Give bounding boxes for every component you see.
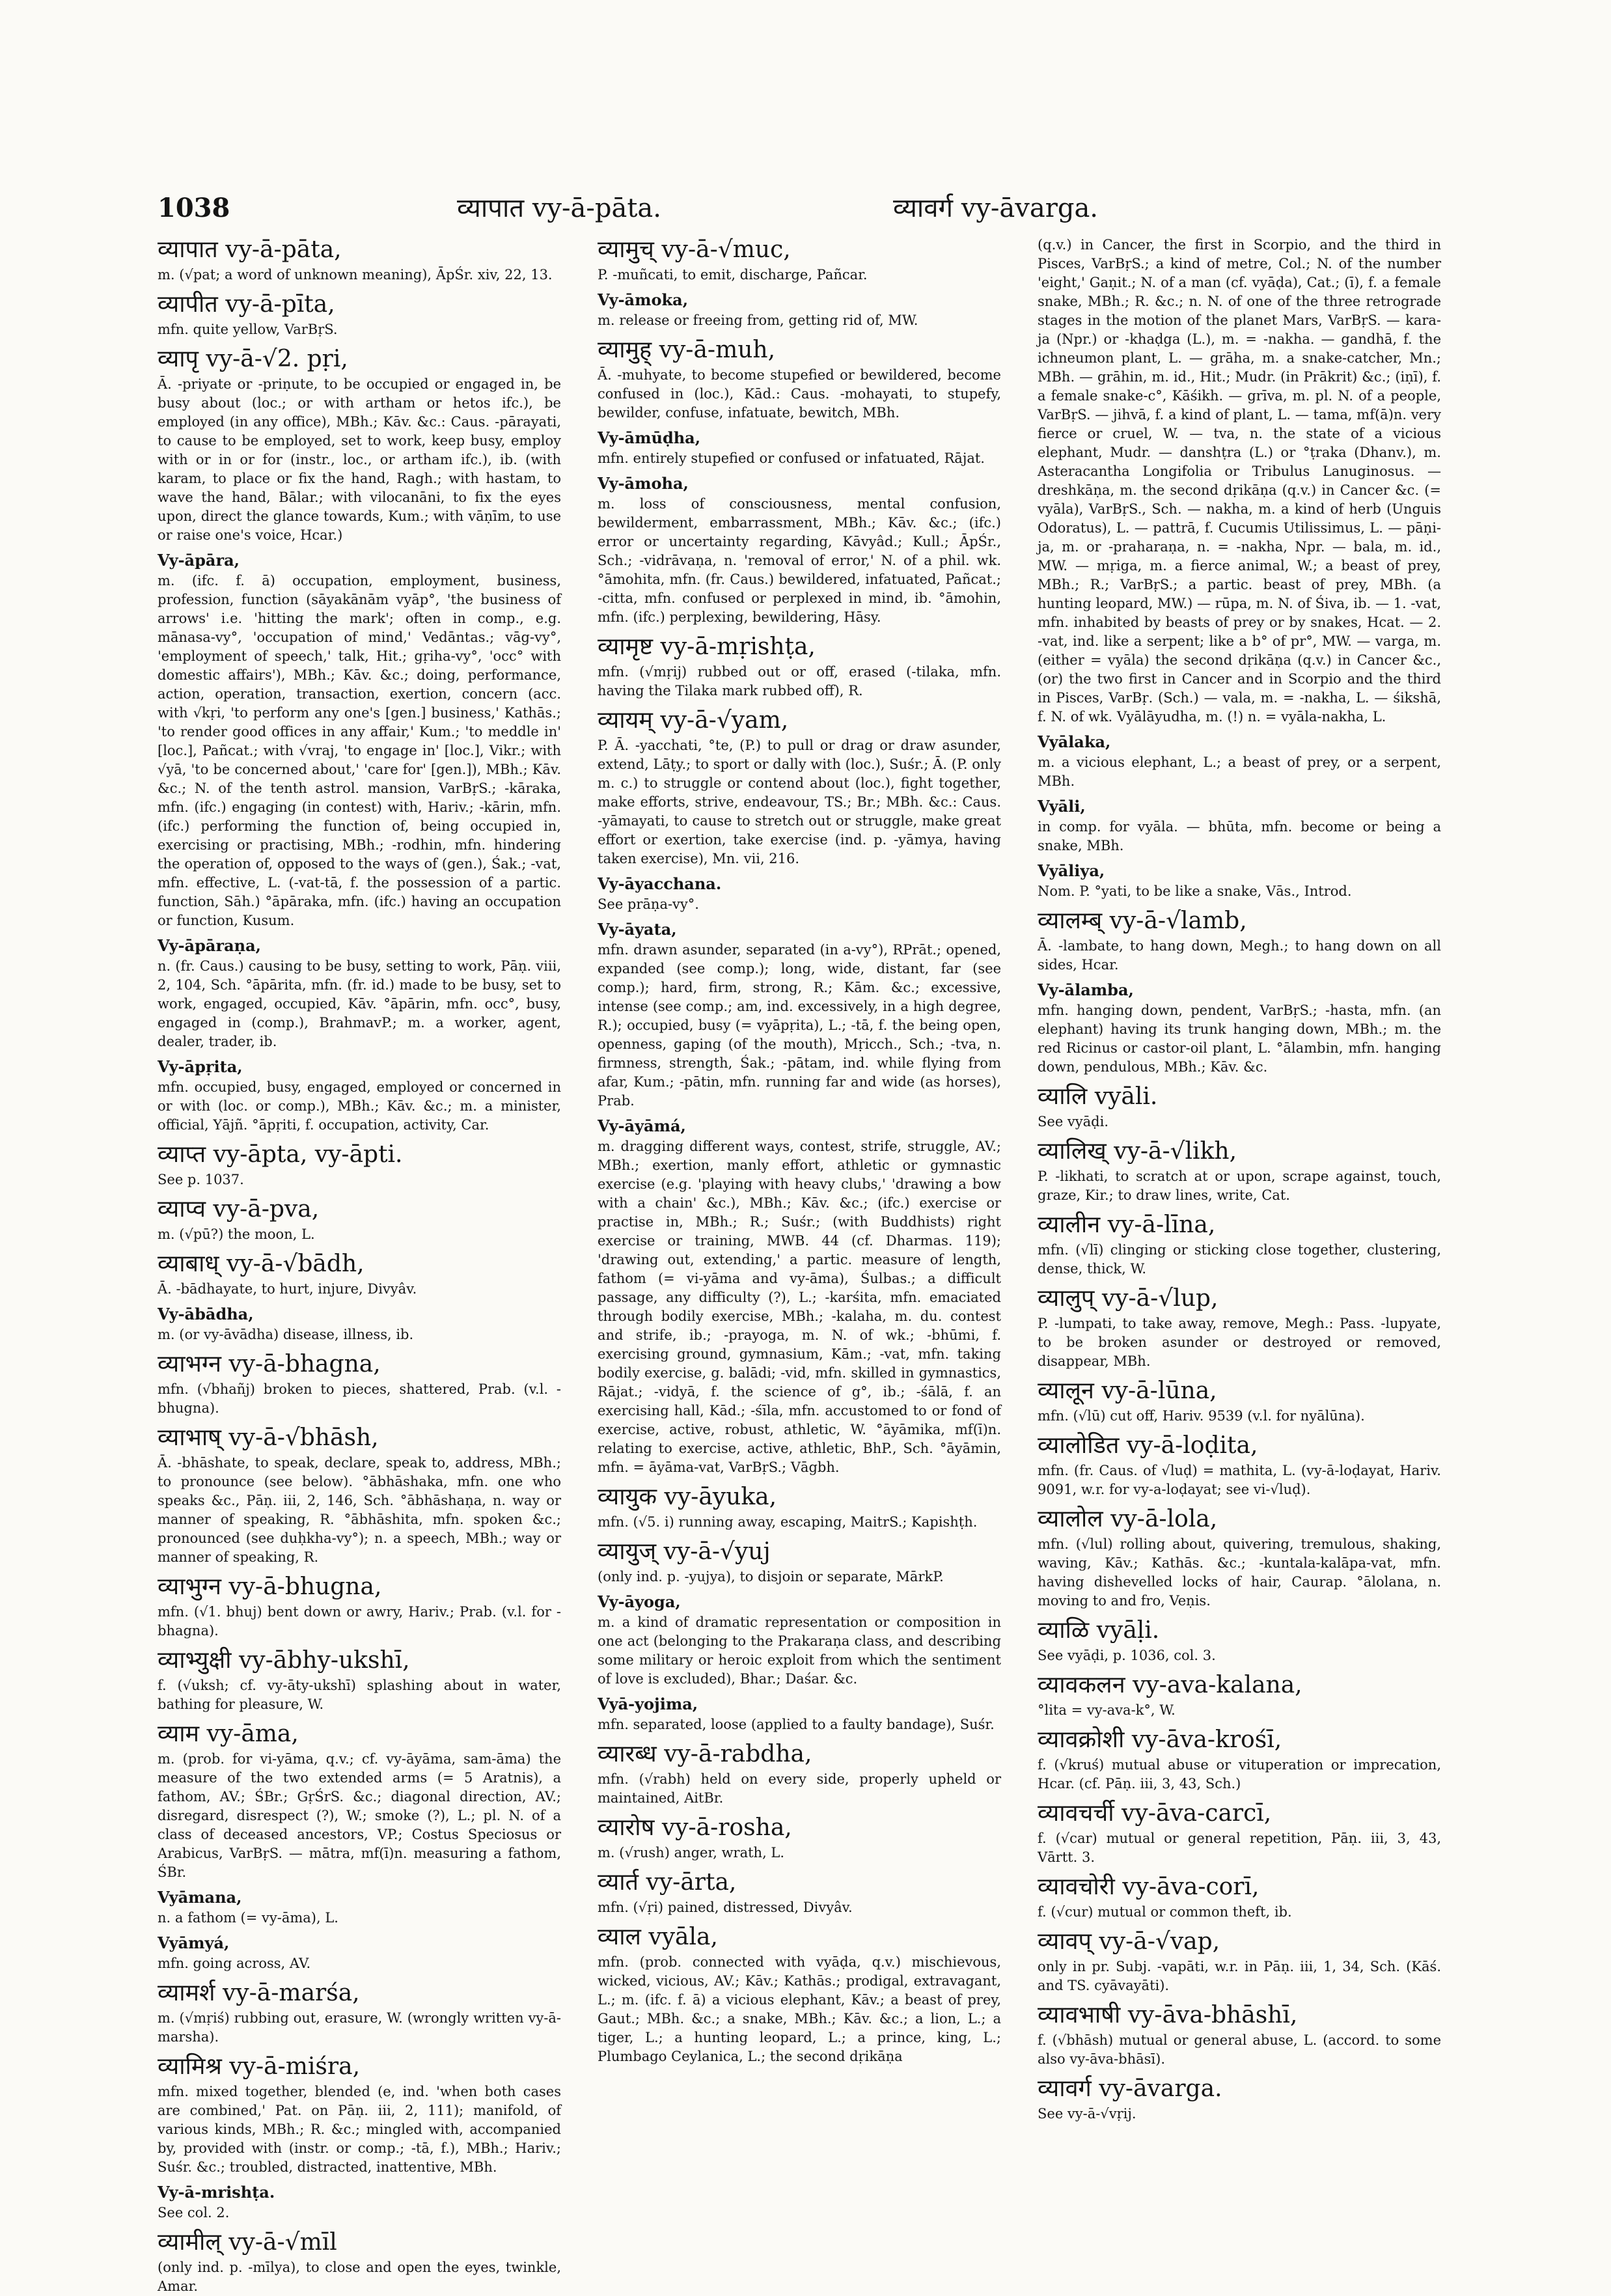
entry-headword: व्यालुप् vy-ā-√lup,: [1038, 1285, 1219, 1312]
entry-definition: m. dragging different ways, contest, strife, struggle, AV.; MBh.; exertion, manly effort, athletic or gymnastic exercise (e.g. 'playing with heavy clubs,' 'drawing a bow with a chain' &c.), MBh.; Kāv. &c.; (ifc.) exercise or practise in, MBh.; R.; Suśr.; (with Buddhists) right exercise or training, MWB. 44 (cf. Dharmas. 119); 'drawing out, extending,' a partic. measure of length, fathom (= vi-yāma and vy-āma), Śulbas.; a difficult passage, any difficulty (?), L.; -karśita, mfn. emaciated through bodily exercise, MBh.; -kalaha, m. du. contest and strife, ib.; -prayoga, m. N. of wk.; -bhūmi, f. exercising ground, gymnasium, Kām.; -vat, mfn. taking bodily exercise, g. balādi; -vid, mfn. skilled in gymnastics, Rājat.; -vidyā, f. the science of g°, ib.; -śālā, f. an exercising hall, Kād.; -śīla, mfn. accustomed to or fond of exercise, active, robust, athletic, W. °āyāmika, mf(ī)n. relating to exercise, active, athletic, BhP., Sch. °āyāmin, mfn. = āyāma-vat, VarBṛS.; Vāgbh.: [598, 1139, 1001, 1475]
entry-definition: See col. 2.: [158, 2205, 230, 2220]
dictionary-entry: [1038, 1505, 1441, 1611]
dictionary-entry: [1038, 1928, 1441, 1995]
entry-definition: See vyāḍi, p. 1036, col. 3.: [1038, 1648, 1216, 1663]
entry-headword: Vy-āyoga,: [598, 1592, 681, 1611]
entry-definition: mfn. separated, loose (applied to a faulty bandage), Suśr.: [598, 1717, 995, 1732]
entry-headword: व्याभाष् vy-ā-√bhāsh,: [158, 1424, 379, 1451]
entry-definition: See p. 1037.: [158, 1172, 244, 1187]
entry-headword: व्यार्त vy-ārta,: [598, 1869, 737, 1896]
entry-headword: Vyāmyá,: [158, 1933, 230, 1952]
entry-headword: व्यामिश्र vy-ā-miśra,: [158, 2053, 361, 2080]
sub-entry: [1038, 797, 1441, 855]
dictionary-entry: [1038, 1432, 1441, 1499]
entry-definition: Ā. -muhyate, to become stupefied or bewildered, become confused in (loc.), Kād.: Caus. -mohayati, to stupefy, bewilder, confuse, infatuate, bewitch, MBh.: [598, 367, 1001, 421]
sub-entry: [598, 1116, 1001, 1477]
entry-headword: व्यारोष vy-ā-rosha,: [598, 1814, 792, 1841]
entry-definition: m. (√rush) anger, wrath, L.: [598, 1845, 785, 1860]
dictionary-entry: [1038, 1873, 1441, 1922]
dictionary-entry: [1038, 1671, 1441, 1720]
entry-definition: P. -lumpati, to take away, remove, Megh.: Pass. -lupyate, to be broken asunder or destroyed or removed, disappear, MBh.: [1038, 1316, 1441, 1369]
entry-headword: Vy-āyacchana.: [598, 874, 722, 893]
entry-headword: व्यायुज् vy-ā-√yuj: [598, 1538, 771, 1565]
entry-definition: mfn. mixed together, blended (e, ind. 'when both cases are combined,' Pat. on Pāṇ. iii, 2, 111); manifold, of various kinds, MBh.; R. &c.; mingled with, accompanied by, provided with (instr. or comp.; -tā, f.), MBh.; Hariv.; Suśr. &c.; troubled, distracted, inattentive, MBh.: [158, 2084, 561, 2175]
entry-definition: m. (prob. for vi-yāma, q.v.; cf. vy-āyāma, sam-āma) the measure of the two extended arms (= 5 Aratnis), a fathom, AV.; ŚBr.; GṛŚrS. &c.; diagonal direction, AV.; disregard, disrespect (?), W.; smoke (?), L.; pl. N. of a class of deceased ancestors, VP.; Costus Speciosus or Arabicus, VarBṛS. — mātra, mf(ī)n. measuring a fathom, ŚBr.: [158, 1751, 561, 1880]
dictionary-entry: [1038, 1284, 1441, 1371]
sub-entry: [1038, 861, 1441, 901]
sub-entry: [158, 1057, 561, 1135]
entry-headword: व्याबाध् vy-ā-√bādh,: [158, 1251, 365, 1277]
entry-definition: Ā. -bhāshate, to speak, declare, speak to, address, MBh.; to pronounce (see below). °ābhāshaka, mfn. one who speaks &c., Pāṇ. iii, 2, 146, Sch. °ābhāshaṇa, n. way or manner of speaking, R. °ābhāshita, mfn. spoken &c.; pronounced (see duḥkha-vy°); n. a speech, MBh.; way or manner of speaking, R.: [158, 1455, 561, 1565]
entry-definition: P. -muñcati, to emit, discharge, Pañcar.: [598, 267, 868, 283]
entry-definition: P. -likhati, to scratch at or upon, scrape against, touch, graze, Kir.; to draw lines, write, Cat.: [1038, 1169, 1441, 1203]
dictionary-entry: [598, 236, 1001, 284]
dictionary-entry: [158, 1250, 561, 1299]
entry-definition: Ā. -bādhayate, to hurt, injure, Divyâv.: [158, 1281, 417, 1297]
dictionary-entry: [598, 633, 1001, 700]
dictionary-entry: [158, 290, 561, 339]
entry-definition: mfn. (√1. bhuj) bent down or awry, Hariv.; Prab. (v.l. for -bhagna).: [158, 1604, 561, 1639]
entry-headword: व्यावभाषी vy-āva-bhāshī,: [1038, 2002, 1298, 2028]
entry-headword: व्यालोल vy-ā-lola,: [1038, 1506, 1218, 1532]
dictionary-entry: [1038, 1726, 1441, 1793]
entry-definition: m. loss of consciousness, mental confusion, bewilderment, embarrassment, MBh.; Kāv. &c.; (ifc.) error or uncertainty regarding, Kāvyâd.; Kull.; ĀpŚr., Sch.; -vidrāvaṇa, n. 'removal of error,' N. of a phil. wk. °āmohita, mfn. (fr. Caus.) bewildered, infatuated, Pañcat.; -citta, mfn. confused or perplexed in mind, ib. °āmohin, mfn. (ifc.) perplexing, bewildering, Hāsy.: [598, 496, 1001, 625]
entry-definition: f. (√car) mutual or general repetition, Pāṇ. iii, 3, 43, Vārtt. 3.: [1038, 1831, 1441, 1865]
dictionary-entry: [598, 336, 1001, 422]
sub-entry: [598, 428, 1001, 468]
dictionary-entry: [598, 1814, 1001, 1862]
entry-headword: व्याप्व vy-ā-pva,: [158, 1196, 320, 1223]
entry-headword: Vy-āmoka,: [598, 290, 689, 309]
entry-definition: mfn. quite yellow, VarBṛS.: [158, 322, 338, 337]
sub-entry: [158, 551, 561, 930]
dictionary-entry: [1038, 1616, 1441, 1665]
dictionary-entry: [598, 1868, 1001, 1917]
entry-headword: व्यामुच् vy-ā-√muc,: [598, 236, 791, 263]
entry-definition: mfn. drawn asunder, separated (in a-vy°), RPrāt.; opened, expanded (see comp.); long, wide, distant, far (see comp.); hard, firm, strong, R.; Kām. &c.; excessive, intense (see comp.; am, ind. excessively, in a high degree, R.); occupied, busy (= vyāpṛita), L.; -tā, f. the being open, openness, gaping (of the mouth), Mṛicch., Sch.; -tva, n. firmness, strength, Śak.; -pātam, ind. while flying from afar, Kum.; -pātin, mfn. running far and wide (as horses), Prab.: [598, 942, 1001, 1109]
entry-headword: व्यामील् vy-ā-√mīl: [158, 2229, 337, 2256]
dictionary-entry: [1038, 907, 1441, 975]
entry-definition: (only ind. p. -yujya), to disjoin or separate, MārkP.: [598, 1569, 944, 1584]
dictionary-entry: [1038, 1799, 1441, 1867]
dictionary-entry: [158, 1424, 561, 1567]
dictionary-entry: [158, 1573, 561, 1640]
entry-headword: Vyā-yojima,: [598, 1694, 698, 1713]
entry-definition: m. (√mṛiś) rubbing out, erasure, W. (wrongly written vy-ā-marsha).: [158, 2010, 561, 2045]
entry-definition: n. a fathom (= vy-āma), L.: [158, 1910, 338, 1926]
entry-definition: mfn. (√bhañj) broken to pieces, shattered, Prab. (v.l. -bhugna).: [158, 1381, 561, 1416]
entry-headword: व्याभ्युक्षी vy-ābhy-ukshī,: [158, 1647, 410, 1674]
entry-definition: mfn. occupied, busy, engaged, employed or concerned in or with (loc. or comp.), MBh.; Kāv. &c.; m. a minister, official, Yājñ. °āpṛiti, f. occupation, activity, Car.: [158, 1079, 561, 1133]
entry-definition: mfn. (√lū) cut off, Hariv. 9539 (v.l. for nyālūna).: [1038, 1408, 1365, 1424]
entry-headword: व्यावप् vy-ā-√vap,: [1038, 1928, 1220, 1955]
entry-headword: व्यावचर्ची vy-āva-carcī,: [1038, 1800, 1272, 1827]
entry-definition: P. Ā. -yacchati, °te, (P.) to pull or drag or draw asunder, extend, Lāṭy.; to sport or dally with (loc.), Suśr.; Ā. (P. only m. c.) to struggle or contend about (loc.), fight together, make efforts, strive, endeavour, TS.; Br.; MBh. &c.: Caus. -yāmayati, to cause to stretch out or struggle, make great effort or exertion, take exercise (ind. p. -yāmya, having taken exercise), Mn. vii, 216.: [598, 738, 1001, 866]
entry-headword: व्याल vyāla,: [598, 1924, 718, 1950]
entry-definition: mfn. (√5. i) running away, escaping, MaitrS.; Kapishṭh.: [598, 1514, 978, 1530]
entry-headword: Vy-āpāra,: [158, 551, 240, 570]
entry-definition: °lita = vy-ava-k°, W.: [1038, 1702, 1176, 1718]
entry-definition: Ā. -priyate or -priṇute, to be occupied or engaged in, be busy about (loc.; or with artham or hetos ifc.), be employed (in any office), MBh.; Kāv. &c.: Caus. -pārayati, to cause to be employed, set to work, keep busy, employ with or in or for (instr., loc., or artham ifc.), ib. (with karam, to place or fix the hand, Ragh.; with hastam, to wave the hand, Bālar.; with vilocanāni, to fix the eyes upon, direct the glance towards, Kum.; with vāṇīm, to use or raise one's voice, Hcar.): [158, 376, 561, 543]
entry-definition: f. (√cur) mutual or common theft, ib.: [1038, 1904, 1292, 1920]
dictionary-entry: [598, 1740, 1001, 1808]
entry-definition: See vyāḍi.: [1038, 1114, 1108, 1129]
entry-definition: m. (ifc. f. ā) occupation, employment, business, profession, function (sāyakānām vyāp°, 'the business of arrows' i.e. 'hitting the mark'; often in comp., e.g. mānasa-vy°, 'occupation of mind,' Vedāntas.; vāg-vy°, 'employment of speech,' talk, Hit.; gṛiha-vy°, 'occ° with domestic affairs'), MBh.; Kāv. &c.; doing, performance, action, operation, transaction, exertion, concern (acc. with √kṛi, 'to perform any one's [gen.] business,' Kathās.; 'to render good offices in any affair,' Kum.; 'to meddle in' [loc.], Pañcat.; with √vraj, 'to engage in' [loc.], Vikr.; with √yā, 'to be concerned about,' 'care for' [gen.]), MBh.; Kāv. &c.; N. of the tenth astrol. mansion, VarBṛS.; -kāraka, mfn. (ifc.) engaging (in contest) with, Hariv.; -kārin, mfn. (ifc.) performing the function of, being occupied in, exercising or practising, MBh.; -rodhin, mfn. hindering the operation of, opposed to the ways of (gen.), Śak.; -vat, mfn. effective, L. (-vat-tā, f. the possession of a partic. function, Sāh.) °āpāraka, mfn. (ifc.) having an occupation or function, Kusum.: [158, 573, 561, 928]
entry-definition: in comp. for vyāla. — bhūta, mfn. become or being a snake, MBh.: [1038, 819, 1441, 853]
dictionary-entry: [598, 1538, 1001, 1586]
entry-headword: व्यायम् vy-ā-√yam,: [598, 707, 789, 734]
entry-definition: m. (√pat; a word of unknown meaning), ĀpŚr. xiv, 22, 13.: [158, 267, 553, 283]
entry-headword: Vy-āmūḍha,: [598, 428, 701, 447]
entry-headword: Vy-āpṛita,: [158, 1057, 243, 1076]
entry-definition: See prāṇa-vy°.: [598, 896, 699, 912]
entry-headword: व्याप्त vy-āpta, vy-āpti.: [158, 1141, 403, 1168]
sub-entry: [598, 1694, 1001, 1734]
entry-headword: व्यावर्ग vy-āvarga.: [1038, 2075, 1222, 2102]
entry-headword: व्यावचोरी vy-āva-corī,: [1038, 1874, 1260, 1900]
entry-headword: व्यालि vyāli.: [1038, 1083, 1158, 1110]
dictionary-entry: [598, 1483, 1001, 1532]
entry-headword: Vy-āyāmá,: [598, 1116, 686, 1135]
sub-entry: [598, 474, 1001, 627]
entry-definition: mfn. (√lī) clinging or sticking close together, clustering, dense, thick, W.: [1038, 1242, 1441, 1277]
entry-definition: Nom. P. °yati, to be like a snake, Vās., Introd.: [1038, 883, 1352, 899]
entry-definition: mfn. (√lul) rolling about, quivering, tremulous, shaking, waving, Kāv.; Kathās. &c.; -kuntala-kalāpa-vat, mfn. having dishevelled locks of hair, Caurap. °ālolana, n. moving to and fro, Veṇis.: [1038, 1536, 1441, 1609]
right-running-head: व्यावर्ग vy-āvarga.: [893, 193, 1099, 223]
entry-definition: m. release or freeing from, getting rid of, MW.: [598, 312, 918, 328]
dictionary-entry: [598, 706, 1001, 868]
entry-definition: n. (fr. Caus.) causing to be busy, setting to work, Pāṇ. viii, 2, 104, Sch. °āpārita, mfn. (fr. id.) made to be busy, set to work, engaged, occupied, Kāv. °āpārin, mfn. occ°, busy, engaged in (comp.), BrahmavP.; m. a worker, agent, dealer, trader, ib.: [158, 958, 561, 1049]
dictionary-entry: [1038, 2001, 1441, 2069]
column-2: [598, 236, 1001, 2247]
dictionary-entry: [1038, 2075, 1441, 2123]
entry-headword: व्यारब्ध vy-ā-rabdha,: [598, 1741, 812, 1767]
entry-definition: f. (√uksh; cf. vy-āty-ukshī) splashing about in water, bathing for pleasure, W.: [158, 1678, 561, 1712]
column-1: [158, 236, 561, 2294]
entry-headword: Vyāmana,: [158, 1888, 242, 1907]
entry-headword: व्यापृ vy-ā-√2. pṛi,: [158, 346, 348, 372]
entry-definition: (only ind. p. -mīlya), to close and open the eyes, twinkle, Amar.: [158, 2260, 561, 2294]
dictionary-entry: [1038, 1377, 1441, 1426]
entry-headword: व्याभग्न vy-ā-bhagna,: [158, 1351, 381, 1377]
dictionary-entry: [158, 236, 561, 284]
entry-headword: व्याळि vyāḷi.: [1038, 1617, 1160, 1644]
sub-entry: [158, 1888, 561, 1928]
entry-headword: Vy-āmoha,: [598, 474, 689, 493]
left-running-head: व्यापात vy-ā-pāta.: [457, 193, 661, 223]
entry-headword: व्याभुग्न vy-ā-bhugna,: [158, 1573, 382, 1600]
entry-definition: m. (√pū?) the moon, L.: [158, 1226, 315, 1242]
sub-entry: [158, 2183, 561, 2222]
entry-headword: व्यापीत vy-ā-pīta,: [158, 291, 335, 318]
entry-definition: mfn. (fr. Caus. of √luḍ) = mathita, L. (vy-ā-loḍayat, Hariv. 9091, w.r. for vy-a-loḍayat; see vi-√luḍ).: [1038, 1463, 1441, 1497]
entry-headword: व्यालून vy-ā-lūna,: [1038, 1377, 1217, 1404]
entry-headword: व्यायुक vy-āyuka,: [598, 1484, 777, 1510]
entry-definition: mfn. (√mṛij) rubbed out or off, erased (-tilaka, mfn. having the Tilaka mark rubbed off), R.: [598, 664, 1001, 698]
entry-definition: Ā. -lambate, to hang down, Megh.; to hang down on all sides, Hcar.: [1038, 938, 1441, 973]
dictionary-entry: [158, 1350, 561, 1418]
dictionary-entry: [158, 1195, 561, 1244]
sub-entry: [1038, 732, 1441, 791]
sub-entry: [158, 1305, 561, 1344]
entry-headword: Vy-āpāraṇa,: [158, 936, 261, 955]
entry-definition: m. a vicious elephant, L.; a beast of prey, or a serpent, MBh.: [1038, 754, 1441, 789]
sub-entry: [598, 290, 1001, 330]
dictionary-entry: [1038, 1083, 1441, 1131]
entry-headword: व्यालम्ब् vy-ā-√lamb,: [1038, 907, 1247, 934]
dictionary-entry: [1038, 236, 1441, 726]
entry-headword: व्यापात vy-ā-pāta,: [158, 236, 342, 263]
entry-headword: Vy-ālamba,: [1038, 980, 1134, 999]
sub-entry: [598, 920, 1001, 1111]
column-3: [1038, 236, 1441, 2247]
dictionary-entry: [158, 2228, 561, 2296]
entry-headword: व्याम vy-āma,: [158, 1721, 299, 1747]
dictionary-entry: [158, 1979, 561, 2047]
dictionary-entry: [158, 345, 561, 545]
entry-headword: Vy-ābādha,: [158, 1305, 254, 1323]
sub-entry: [158, 936, 561, 1051]
entry-definition: f. (√kruś) mutual abuse or vituperation or imprecation, Hcar. (cf. Pāṇ. iii, 3, 43, Sch.): [1038, 1757, 1441, 1791]
dictionary-entry: [158, 1141, 561, 1189]
entry-definition: See vy-ā-√vṛij.: [1038, 2106, 1136, 2122]
entry-definition: mfn. (√rabh) held on every side, properly upheld or maintained, AitBr.: [598, 1771, 1001, 1806]
entry-definition: mfn. going across, AV.: [158, 1956, 311, 1971]
entry-headword: व्यामुह् vy-ā-muh,: [598, 337, 776, 363]
entry-headword: व्यामर्श vy-ā-marśa,: [158, 1980, 360, 2006]
dictionary-entry: [598, 1923, 1001, 2066]
entry-definition: (q.v.) in Cancer, the first in Scorpio, and the third in Pisces, VarBṛS.; a kind of metre, Col.; N. of the number 'eight,' Gaṇit.; N. of a man (cf. vyāḍa), Cat.; (ī), f. a female snake, MBh.; R. &c.; n. N. of one of the three retrograde stages in the motion of the planet Mars, VarBṛS. — kara-ja (Npr.) or -khaḍga (L.), m. = -nakha. — gandhā, f. the ichneumon plant, L. — grāha, m. a snake-catcher, Mn.; MBh. — grāhin, m. id., Hit.; Mudr. (in Prākrit) &c.; (iṇī), f. a female snake-c°, Kāśikh. — grīva, m. pl. N. of a people, VarBṛS. — jihvā, f. a kind of plant, L. — tama, mf(ā)n. very fierce or cruel, W. — tva, n. the state of a vicious elephant, Mudr. — danshṭra (L.) or °ṭraka (Dhanv.), m. Asteracantha Longifolia or Tribulus Lanuginosus. — dreshkāṇa, m. the second dṛikāṇa (q.v.) in Cancer &c. (= vyāla), VarBṛS., Sch. — nakha, m. a kind of herb (Unguis Odoratus), L. — pattrā, f. Cucumis Utilissimus, L. — pāṇi-ja, m. or -praharaṇa, n. = -nakha, Npr. — bala, m. id., MW. — mṛiga, m. a fierce animal, W.; a beast of prey, MBh.; R.; VarBṛS.; a partic. beast of prey, MBh. (a hunting leopard, MW.) — rūpa, m. N. of Śiva, ib. — 1. -vat, mfn. inhabited by beasts of prey or by snakes, Hcat. — 2. -vat, ind. like a serpent; like a b° of pr°, MW. — varga, m. (either = vyāla) the second dṛikāṇa (q.v.) in Cancer &c., (or) the two first in Cancer and in Scorpio and the third in Pisces, VarBṛ. (Sch.) — vala, m. = -nakha, L. — śikshā, f. N. of wk. Vyālāyudha, m. (!) n. = vyāla-nakha, L.: [1038, 237, 1441, 725]
sub-entry: [598, 1592, 1001, 1689]
dictionary-entry: [158, 1646, 561, 1714]
entry-definition: only in pr. Subj. -vapāti, w.r. in Pāṇ. iii, 1, 34, Sch. (Kāś. and TS. cyāvayāti).: [1038, 1959, 1441, 1993]
dictionary-entry: [1038, 1137, 1441, 1205]
sub-entry: [158, 1933, 561, 1973]
dictionary-entry: [1038, 1211, 1441, 1279]
entry-headword: व्यालोडित vy-ā-loḍita,: [1038, 1432, 1258, 1459]
entry-headword: Vy-ā-mrishṭa.: [158, 2183, 275, 2202]
entry-headword: Vyāli,: [1038, 797, 1086, 816]
page-header: [158, 190, 1453, 229]
entry-definition: mfn. hanging down, pendent, VarBṛS.; -hasta, mfn. (an elephant) having its trunk hanging down, MBh.; m. the red Ricinus or castor-oil plant, L. °ālambin, mfn. hanging down, pendulous, MBh.; Kāv. &c.: [1038, 1003, 1441, 1075]
sub-entry: [598, 874, 1001, 914]
entry-headword: व्यामृष्ट vy-ā-mṛishṭa,: [598, 633, 816, 660]
dictionary-entry: [158, 1720, 561, 1882]
entry-headword: व्यालिख् vy-ā-√likh,: [1038, 1138, 1237, 1165]
entry-headword: Vy-āyata,: [598, 920, 677, 939]
entry-definition: mfn. (prob. connected with vyāḍa, q.v.) mischievous, wicked, vicious, AV.; Kāv.; Kathās.; prodigal, extravagant, L.; m. (ifc. f. ā) a vicious elephant, Kāv.; a beast of prey, Gaut.; MBh. &c.; a snake, MBh.; Kāv. &c.; a lion, L.; a tiger, L.; a hunting leopard, L.; a prince, king, L.; Plumbago Ceylanica, L.; the second dṛikāṇa: [598, 1954, 1001, 2064]
entry-definition: m. (or vy-āvādha) disease, illness, ib.: [158, 1327, 414, 1342]
entry-headword: व्यावक्रोशी vy-āva-krośī,: [1038, 1726, 1282, 1753]
dictionary-entry: [158, 2053, 561, 2177]
entry-definition: m. a kind of dramatic representation or composition in one act (belonging to the Prakaraṇa class, and describing some military or heroic exploit from which the sentiment of love is excluded), Bhar.; Daśar. &c.: [598, 1614, 1001, 1687]
page-number: 1038: [158, 193, 230, 223]
entry-definition: mfn. (√ṛi) pained, distressed, Divyâv.: [598, 1900, 853, 1915]
entry-definition: mfn. entirely stupefied or confused or infatuated, Rājat.: [598, 450, 985, 466]
entry-headword: व्यालीन vy-ā-līna,: [1038, 1211, 1216, 1238]
entry-headword: व्यावकलन vy-ava-kalana,: [1038, 1672, 1302, 1698]
entry-definition: f. (√bhāsh) mutual or general abuse, L. (accord. to some also vy-āva-bhāsī).: [1038, 2032, 1441, 2067]
entry-headword: Vyāliya,: [1038, 861, 1105, 880]
sub-entry: [1038, 980, 1441, 1077]
entry-headword: Vyālaka,: [1038, 732, 1111, 751]
